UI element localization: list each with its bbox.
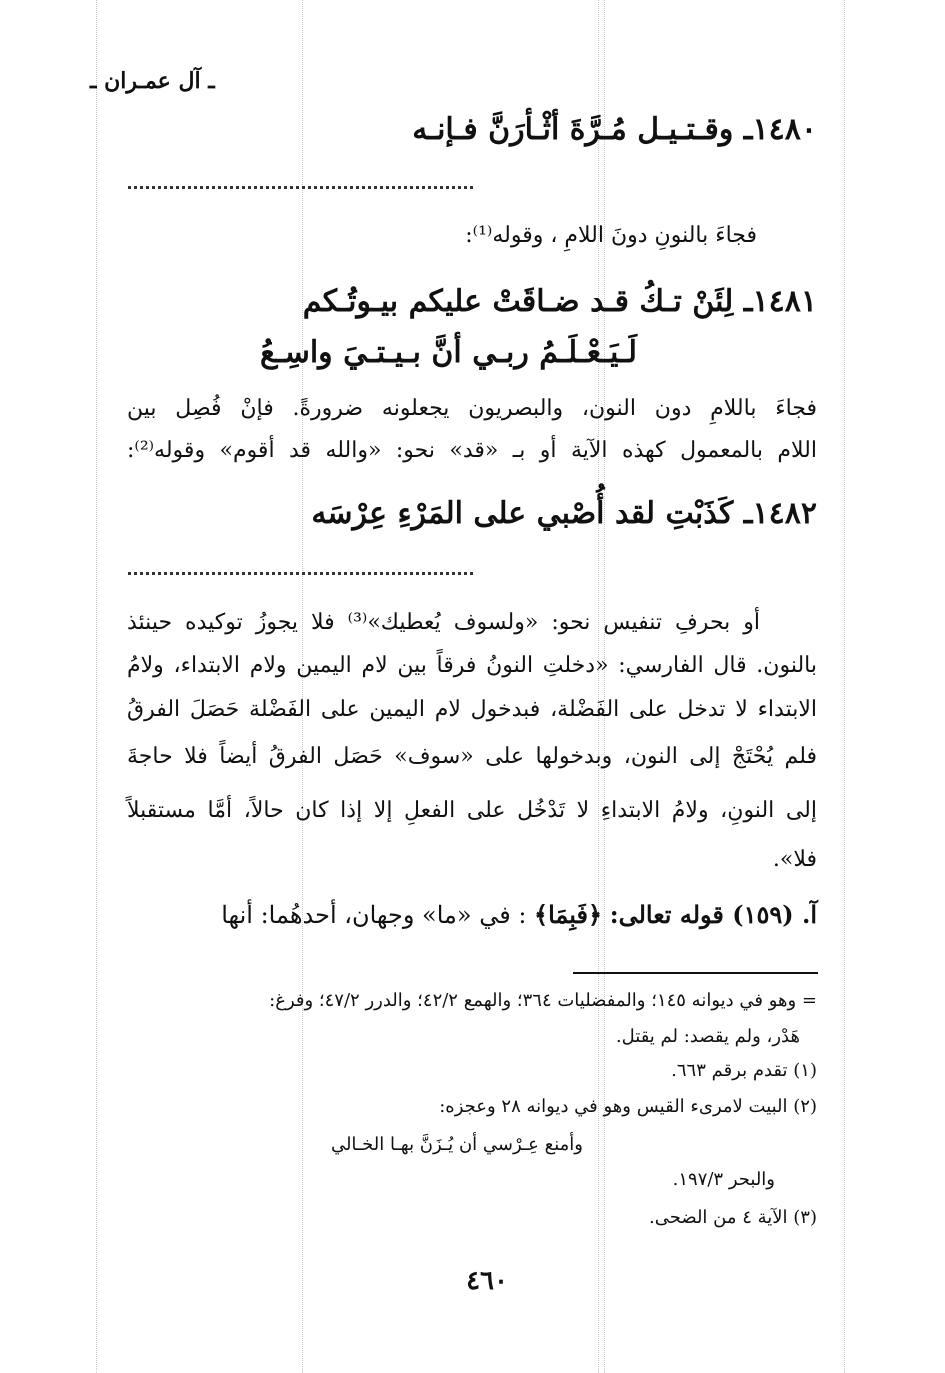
paragraph-4-text: : في «ما» وجهان، أحدهُما: أنها (221, 901, 527, 929)
quran-quote: ﴿فَبِمَا﴾ (534, 900, 603, 929)
omission-dots (128, 572, 473, 575)
page-number: ٤٦٠ (466, 1266, 508, 1296)
verse-1481-line-1: ١٤٨١ـ لِئَنْ تـكُ قـد ضـاقَتْ عليكم بيـوتُـكم (302, 284, 817, 319)
running-header: ـ آل عمـران ـ (90, 68, 215, 94)
section-heading: آ. (١٥٩) قوله تعالى: (609, 900, 817, 929)
footnote-1: (١) تقدم برقم ٦٦٣. (671, 1060, 817, 1081)
footnote-continuation-line-1: = وهو في ديوانه ١٤٥؛ والمفضليات ٣٦٤؛ والهمع ٤٢/٢؛ والدرر ٤٧/٢؛ وفرغ: (269, 990, 817, 1011)
verse-1482: ١٤٨٢ـ كَذَبْتِ لقد أُصْبي على المَرْءِ عِرْسَه (311, 496, 817, 531)
paragraph-2-line-2: اللام بالمعمول كهذه الآية أو بـ «قد» نحو: «والله قد أقوم» وقوله⁽²⁾: (127, 438, 817, 463)
paragraph-3-line-2: بالنون. قال الفارسي: «دخلتِ النونُ فرقاً بين لام اليمين ولام الابتداء، ولامُ (127, 653, 817, 678)
footnote-separator (573, 972, 818, 974)
scan-guide-line (598, 0, 599, 1373)
paragraph-1: فجاءَ بالنونِ دونَ اللامِ ، وقوله⁽¹⁾: (465, 223, 757, 248)
paragraph-3-line-1: أو بحرفِ تنفيس نحو: «ولسوف يُعطيك»⁽³⁾ فلا يجوزُ توكيده حينئذ (127, 610, 760, 635)
paragraph-3-line-6: فلا». (772, 847, 817, 872)
verse-1480: ١٤٨٠ـ وقـتـيـل مُـرَّةَ أثْـأرَنَّ فـإنـه (412, 112, 817, 147)
paragraph-4 (127, 900, 817, 929)
footnote-3: (٣) الآية ٤ من الضحى. (648, 1207, 817, 1228)
paragraph-3-line-3: الابتداء لا تدخل على الفَضْلة، فبدخول لام اليمين على الفَضْلة حَصَلَ الفرقُ (127, 697, 817, 722)
omission-dots (128, 186, 473, 189)
scan-guide-line (96, 0, 97, 1373)
scan-guide-line (844, 0, 845, 1373)
paragraph-3-line-5: إلى النونِ، ولامُ الابتداءِ لا تَدْخُل على الفعلِ إلا إذا كان حالاً، أمَّا مستقبلاً (127, 798, 817, 823)
footnote-2-end: والبحر ١٩٧/٣. (672, 1169, 775, 1190)
paragraph-3-line-4: فلم يُحْتَجْ إلى النون، وبدخولها على «سوف» حَصَل الفرقُ أيضاً فلا حاجةَ (127, 744, 817, 769)
footnote-2: (٢) البيت لامرىء القيس وهو في ديوانه ٢٨ وعجزه: (439, 1096, 817, 1117)
footnote-continuation-line-2: هَدْر، ولم يقصد: لم يقتل. (615, 1026, 800, 1047)
verse-1481-line-2: لَـيَـعْـلَـمُ ربـي أنَّ بـيـتـيَ واسِـعُ (259, 335, 637, 370)
paragraph-2-line-1: فجاءَ باللامِ دون النون، والبصريون يجعلونه ضرورةً. فإنْ فُصِل بين (127, 396, 817, 421)
scan-guide-line (604, 0, 605, 1373)
footnote-2-verse: وأمنع عِـرْسي أن يُـزَنَّ بهـا الخـالي (330, 1134, 583, 1155)
scan-guide-line (302, 0, 303, 1373)
